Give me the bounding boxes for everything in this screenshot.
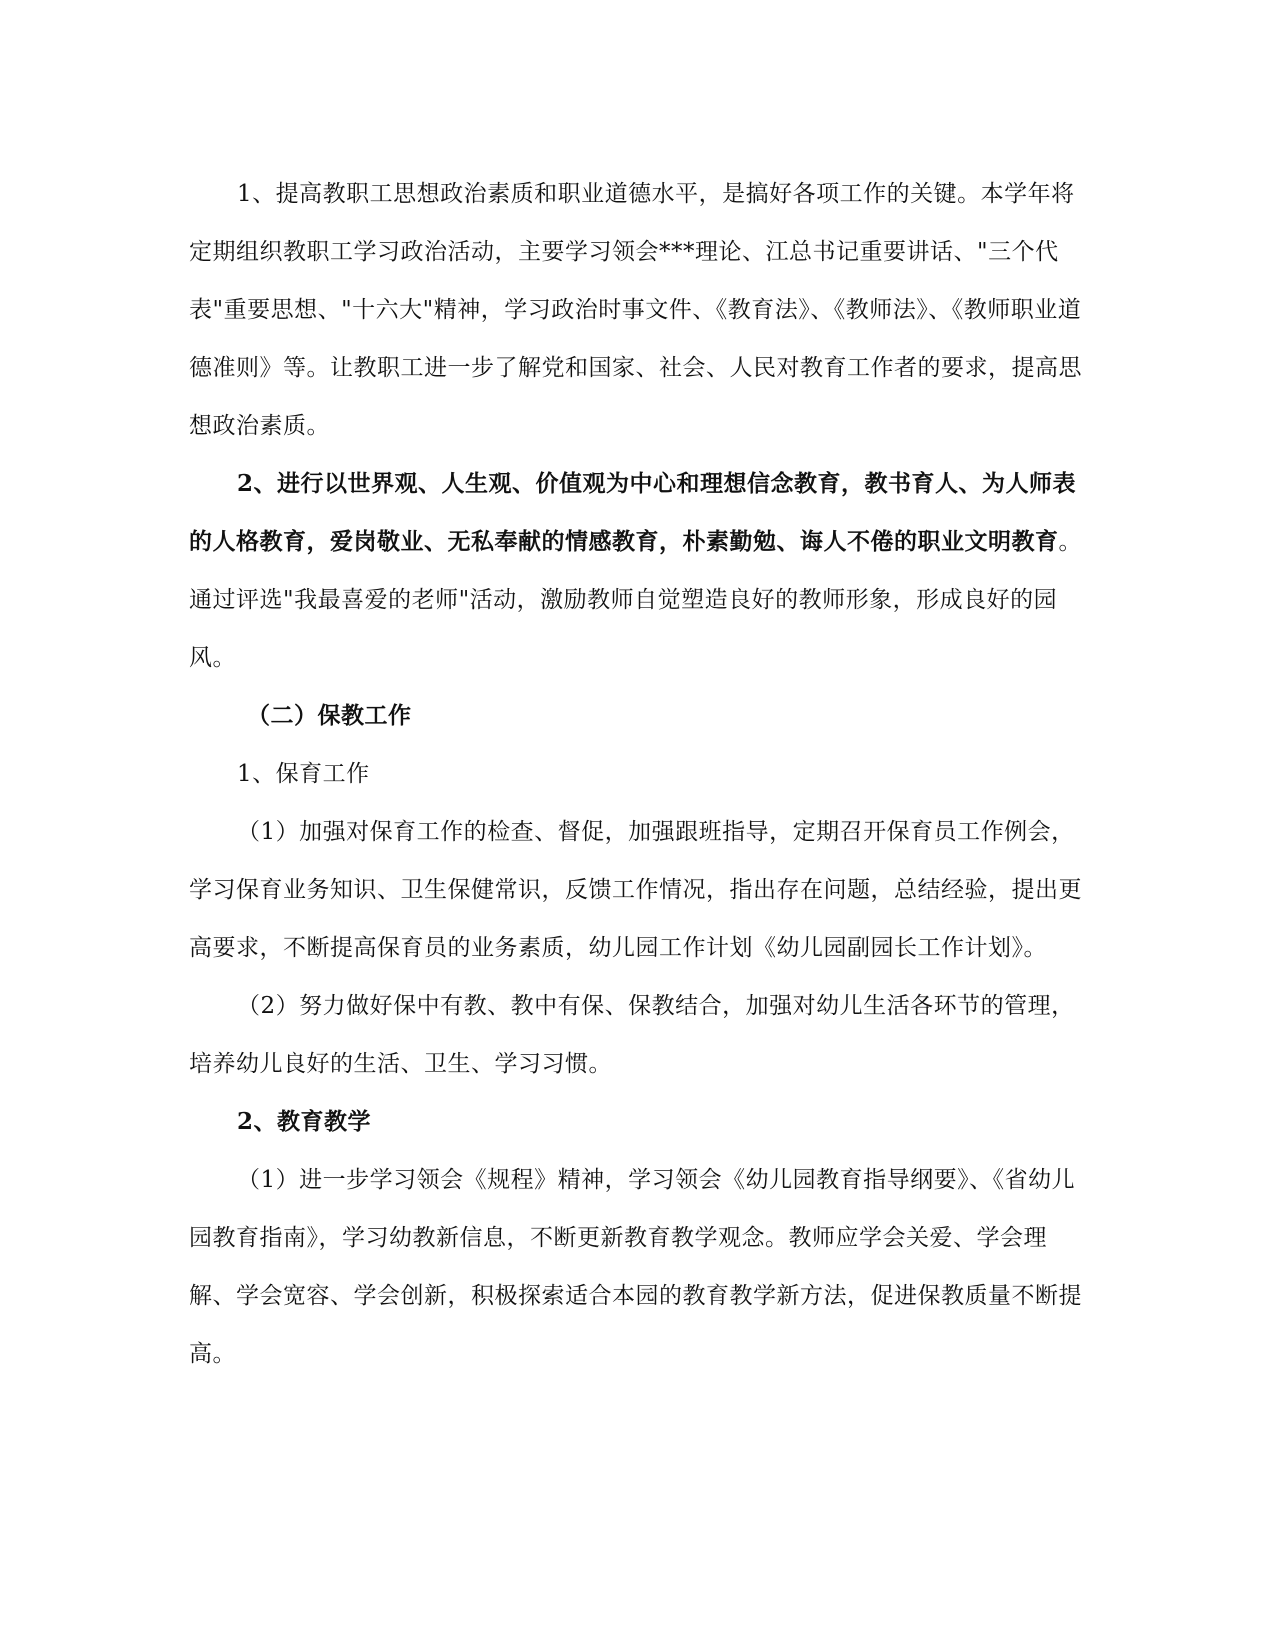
subheading-1: 1、保育工作 [237,761,370,787]
paragraph-5: （1）进一步学习领会《规程》精神，学习领会《幼儿园教育指导纲要》、《省幼儿园教育指南》，学习幼教新信息，不断更新教育教学观念。教师应学会关爱、学会理解、学会宽容、学会创新，积极探索适合本园的教育教学新方法，促进保教质量不断提高。 [189,1167,1082,1367]
paragraph-4: （2）努力做好保中有教、教中有保、保教结合，加强对幼儿生活各环节的管理，培养幼儿良好的生活、卫生、学习习惯。 [189,993,1075,1077]
paragraph-2-bold: 2、进行以世界观、人生观、价值观为中心和理想信念教育，教书育人、为人师表的人格教育，爱岗敬业、无私奉献的情感教育，朴素勤勉、诲人不倦的职业文明教育 [189,470,1077,555]
subheading-2: 2、教育教学 [237,1108,372,1135]
paragraph-3: （1）加强对保育工作的检查、督促，加强跟班指导，定期召开保育员工作例会，学习保育业务知识、卫生保健常识，反馈工作情况，指出存在问题，总结经验，提出更高要求，不断提高保育员的业务素质，幼儿园工作计划《幼儿园副园长工作计划》。 [189,819,1082,961]
paragraph-2 [189,455,1085,687]
document-body [189,165,1085,1383]
paragraph-2-rest: 。通过评选"我最喜爱的老师"活动，激励教师自觉塑造良好的教师形象，形成良好的园风。 [189,529,1082,671]
paragraph-1: 1、提高教职工思想政治素质和职业道德水平，是搞好各项工作的关键。本学年将定期组织教职工学习政治活动，主要学习领会***理论、江总书记重要讲话、"三个代表"重要思想、"十六大"精神，学习政治时事文件、《教育法》、《教师法》、《教师职业道德准则》等。让教职工进一步了解党和国家、社会、人民对教育工作者的要求，提高思想政治素质。 [189,181,1082,439]
section-heading: （二）保教工作 [247,702,412,729]
